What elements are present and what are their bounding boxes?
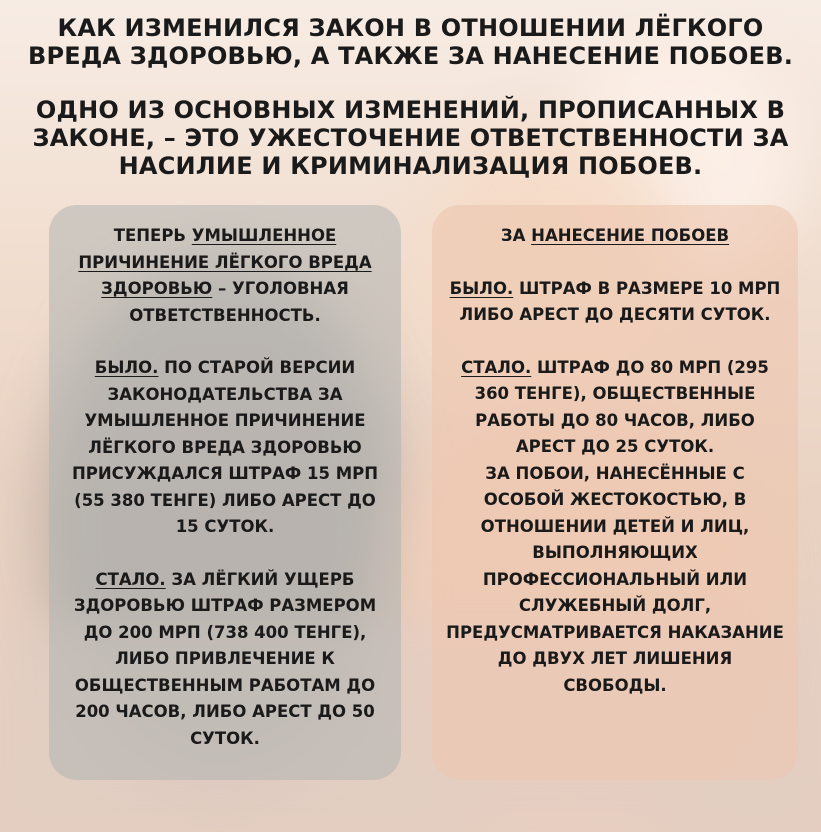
before-text: ПО СТАРОЙ ВЕРСИИ ЗАКОНОДАТЕЛЬСТВА ЗА УМЫШЛЕННОЕ ПРИЧИНЕНИЕ ЛЁГКОГО ВРЕДА ЗДОРОВЬЮ ПРИСУЖДАЛСЯ ШТРАФ 15 МРП (55 380 ТЕНГЕ) ЛИБО АРЕСТ ДО 15 СУТОК. <box>71 358 379 536</box>
page-title: КАК ИЗМЕНИЛСЯ ЗАКОН В ОТНОШЕНИИ ЛЁГКОГО ВРЕДА ЗДОРОВЬЮ, А ТАКЖЕ ЗА НАНЕСЕНИЕ ПОБОЕВ. <box>27 14 794 70</box>
after-label: СТАЛО. <box>461 357 532 377</box>
before-text: ШТРАФ В РАЗМЕРЕ 10 МРП ЛИБО АРЕСТ ДО ДЕСЯТИ СУТОК. <box>459 278 781 324</box>
intro-prefix: ЗА <box>500 226 532 245</box>
intro-paragraph <box>446 223 784 250</box>
beatings-card <box>432 205 798 780</box>
intro-prefix: ТЕПЕРЬ <box>113 226 192 245</box>
after-text: ШТРАФ ДО 80 МРП (295 360 ТЕНГЕ), ОБЩЕСТВЕННЫЕ РАБОТЫ ДО 80 ЧАСОВ, ЛИБО АРЕСТ ДО 25 СУТОК. <box>474 357 769 456</box>
after-paragraph <box>63 567 387 753</box>
before-paragraph <box>63 355 387 541</box>
intro-paragraph <box>63 223 387 329</box>
after-text: ЗА ЛЁГКИЙ УЩЕРБ ЗДОРОВЬЮ ШТРАФ РАЗМЕРОМ ДО 200 МРП (738 400 ТЕНГЕ), ЛИБО ПРИВЛЕЧЕНИЕ К ОБЩЕСТВЕННЫМ РАБОТАМ ДО 200 ЧАСОВ, ЛИБО АРЕСТ ДО 50 СУТОК. <box>73 569 377 748</box>
aggravated-paragraph: ЗА ПОБОИ, НАНЕСЁННЫЕ С ОСОБОЙ ЖЕСТОКОСТЬЮ, В ОТНОШЕНИИ ДЕТЕЙ И ЛИЦ, ВЫПОЛНЯЮЩИХ ПРОФЕССИОНАЛЬНЫЙ ИЛИ СЛУЖЕБНЫЙ ДОЛГ, ПРЕДУСМАТРИВАЕТСЯ НАКАЗАНИЕ ДО ДВУХ ЛЕТ ЛИШЕНИЯ СВОБОДЫ. <box>446 463 784 695</box>
intro-underlined: УМЫШЛЕННОЕ ПРИЧИНЕНИЕ ЛЁГКОГО ВРЕДА ЗДОРОВЬЮ <box>78 226 372 298</box>
intro-underlined: НАНЕСЕНИЕ ПОБОЕВ <box>531 226 730 245</box>
page-subtitle: ОДНО ИЗ ОСНОВНЫХ ИЗМЕНЕНИЙ, ПРОПИСАННЫХ В ЗАКОНЕ, – ЭТО УЖЕСТОЧЕНИЕ ОТВЕТСТВЕННОСТИ ЗА НАСИЛИЕ И КРИМИНАЛИЗАЦИЯ ПОБОЕВ. <box>32 96 789 180</box>
after-label: СТАЛО. <box>95 569 166 589</box>
old-vs-new-bodily-harm-card <box>49 205 401 780</box>
intro-suffix: – УГОЛОВНАЯ ОТВЕТСТВЕННОСТЬ. <box>129 279 349 325</box>
before-label: БЫЛО. <box>94 358 159 377</box>
before-paragraph <box>446 276 784 329</box>
after-paragraph <box>446 355 784 461</box>
before-label: БЫЛО. <box>449 278 514 298</box>
